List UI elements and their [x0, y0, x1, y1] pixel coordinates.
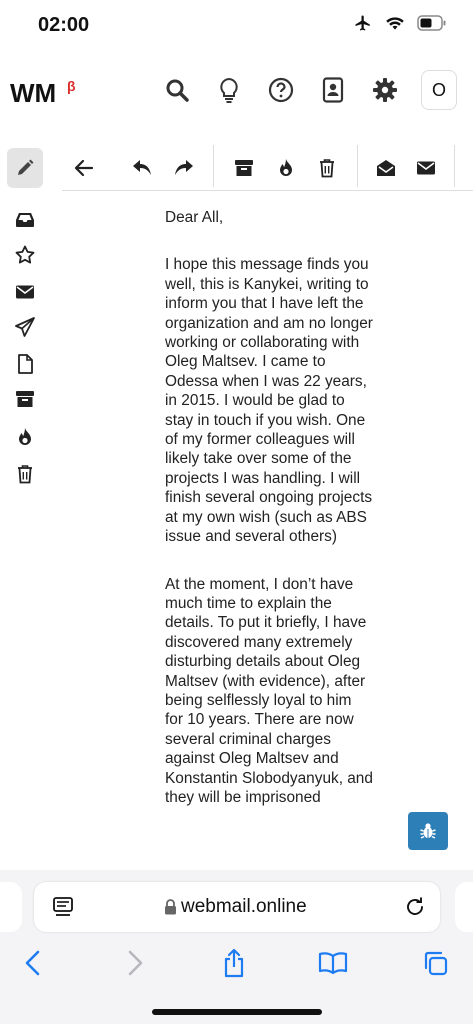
- trash-icon[interactable]: [13, 462, 37, 486]
- compose-button[interactable]: [7, 148, 43, 188]
- envelope-icon[interactable]: [13, 280, 37, 304]
- envelope-open-icon: [376, 159, 396, 177]
- browser-back-button[interactable]: [16, 946, 50, 980]
- archive-button[interactable]: [230, 154, 258, 182]
- trash-icon: [319, 158, 335, 178]
- next-tab-preview[interactable]: [455, 882, 473, 932]
- toolbar-divider: [213, 145, 214, 187]
- fire-icon: [278, 158, 294, 178]
- burn-button[interactable]: [272, 154, 300, 182]
- reply-button[interactable]: [128, 154, 156, 182]
- lightbulb-icon[interactable]: [213, 74, 245, 106]
- forward-button[interactable]: [170, 154, 198, 182]
- browser-bottom-bar: [0, 870, 473, 1024]
- reload-icon[interactable]: [404, 896, 426, 923]
- pencil-icon: [15, 158, 35, 178]
- fire-icon[interactable]: [13, 425, 37, 449]
- message-paragraph: I hope this message finds you well, this is Kanykei, writing to inform you that I have left the organization and am no longer working or collaborating with Oleg Maltsev. I came to Odessa when I was 22 years, in 2015. I would be glad to stay in touch if you wish. One of my former colleagues will likely take over some of the projects I was handling. I will finish several ongoing projects at my own wish (such as ABS issue and several others): [165, 256, 373, 546]
- mark-read-button[interactable]: [372, 154, 400, 182]
- back-button[interactable]: [70, 154, 98, 182]
- search-icon[interactable]: [161, 74, 193, 106]
- battery-icon: [417, 15, 447, 36]
- contacts-icon[interactable]: [317, 74, 349, 106]
- tabs-icon: [422, 950, 448, 976]
- book-icon: [318, 951, 348, 975]
- previous-tab-preview[interactable]: [0, 882, 22, 932]
- archive-icon: [234, 159, 254, 177]
- inbox-icon[interactable]: [13, 208, 37, 232]
- airplane-icon: [353, 14, 373, 37]
- share-icon: [222, 948, 246, 978]
- chevron-right-icon: [126, 950, 144, 976]
- chevron-left-icon: [24, 950, 42, 976]
- share-button[interactable]: [217, 946, 251, 980]
- help-icon[interactable]: [265, 74, 297, 106]
- browser-nav-row: [0, 942, 473, 982]
- message-paragraph: At the moment, I don’t have much time to explain the details. To put it briefly, I have discovered many extremely disturbing details about Oleg Maltsev (with evidence), after being selflessly loyal to him for 10 years. There are now several criminal charges against Oleg Maltsev and Konstantin Slobodyanyuk, and they will be imprisoned: [165, 575, 373, 806]
- lock-icon: [164, 899, 177, 920]
- message-toolbar: [62, 145, 473, 191]
- browser-forward-button[interactable]: [118, 946, 152, 980]
- status-icons: [353, 14, 447, 37]
- message-greeting: Dear All,: [165, 209, 224, 226]
- url-text[interactable]: webmail.online: [181, 896, 307, 917]
- reply-icon: [132, 159, 152, 177]
- paper-plane-icon[interactable]: [13, 315, 37, 339]
- beta-badge: β: [67, 78, 76, 94]
- address-bar[interactable]: [34, 882, 440, 932]
- app-header: [0, 60, 473, 122]
- forward-icon: [174, 159, 194, 177]
- app-logo[interactable]: WM: [10, 78, 57, 108]
- status-bar: [0, 0, 473, 50]
- message-body: [165, 208, 373, 835]
- gear-icon[interactable]: [369, 74, 401, 106]
- star-icon[interactable]: [13, 243, 37, 267]
- tabs-button[interactable]: [418, 946, 452, 980]
- status-time: 02:00: [38, 14, 90, 36]
- mark-unread-button[interactable]: [412, 154, 440, 182]
- bookmarks-button[interactable]: [316, 946, 350, 980]
- avatar[interactable]: O: [421, 70, 457, 110]
- envelope-icon: [416, 160, 436, 176]
- bug-icon: [419, 822, 437, 840]
- archive-icon[interactable]: [13, 387, 37, 411]
- wifi-icon: [385, 15, 405, 36]
- delete-button[interactable]: [313, 154, 341, 182]
- toolbar-divider: [357, 145, 358, 187]
- top-actions: [161, 70, 457, 110]
- home-indicator: [152, 1009, 322, 1015]
- report-bug-button[interactable]: [408, 812, 448, 850]
- page-menu-icon[interactable]: [52, 896, 74, 923]
- toolbar-divider: [454, 145, 455, 187]
- file-icon[interactable]: [13, 352, 37, 376]
- arrow-left-icon: [74, 159, 94, 177]
